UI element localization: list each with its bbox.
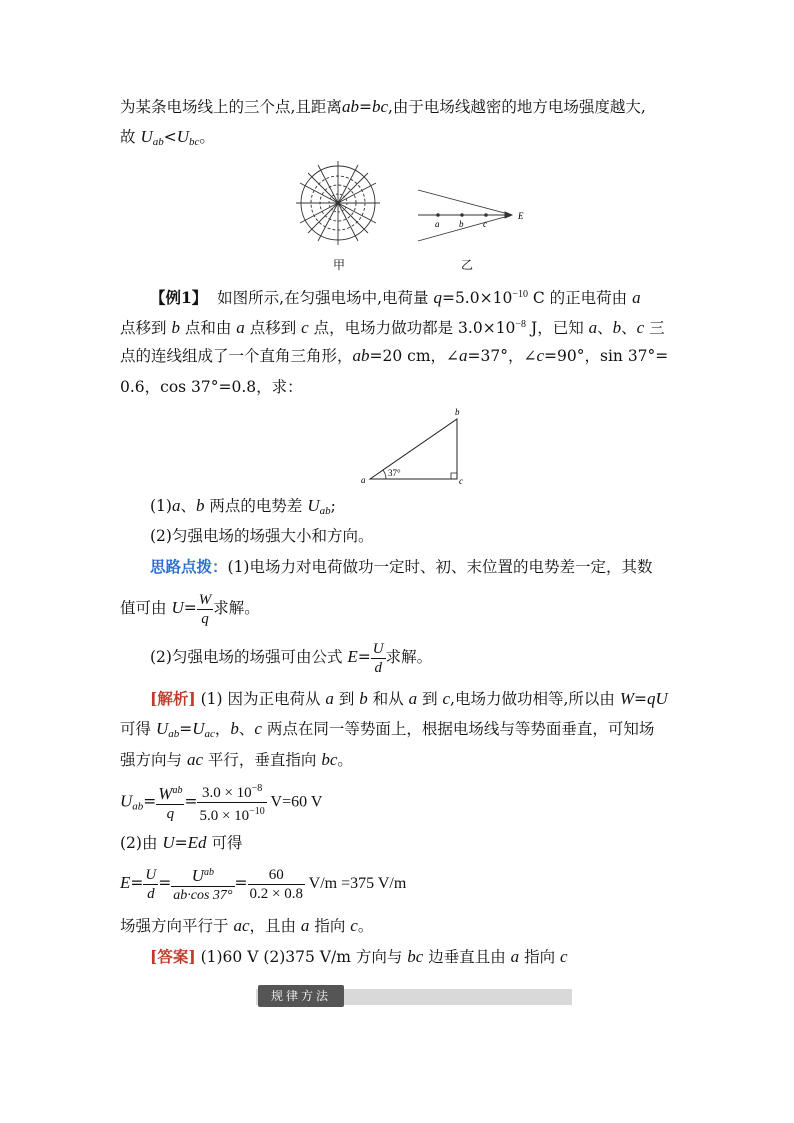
analysis-line-5: (2)由 U=Ed 可得 [120,833,243,852]
concentric-field-diagram [296,161,380,245]
question-1: (1)a、b 两点的电势差 $U_{ab}$; [150,496,336,517]
example-tag: 【例1】 [150,288,208,307]
fraction-numeric-E: $\frac{60}{0.2 \times 0.8}$ [249,866,303,902]
intro-line-1: 为某条电场线上的三个点,且距离ab=bc,由于电场线越密的地方电场强度越大, [120,97,646,116]
fraction-U-over-d-2: $\frac{U}{d}$ [145,866,157,902]
answer-label: [答案] [150,947,196,966]
example-line-3: 点的连线组成了一个直角三角形，ab=20 cm，∠a=37°，∠c=90°，sin 37°= [120,346,669,365]
figure-caption-right: 乙 [461,258,474,272]
hint-line-1: 思路点拨：(1)电场力对电荷做功一定时、初、末位置的电势差一定，其数 [150,557,653,576]
converging-field-diagram [418,190,512,241]
example-line-2: 点移到 b 点和由 a 点移到 c 点，电场力做功都是 $3.0\times 10^{-8}$ J，已知 a、b、c 三 [120,318,665,337]
example-line-4: 0.6，cos 37°=0.8，求： [120,378,303,396]
fraction-W-over-q: $\frac{W}{q}$ [198,591,212,627]
fig2-label-a: a [361,475,366,485]
fraction-Wab-over-q: $\frac{W^{ab}}{q}$ [158,784,183,822]
figure-right-triangle [358,405,468,487]
equation-E: E= $\frac{U}{d}$ = $\frac{U^{ab}}{ab\cdot\cos 37^\circ}$ = $\frac{60}{0.2 \times 0.8}$ V/m =375 V/m [120,865,407,903]
analysis-line-2: 可得 $U_{ab}=U_{ac}$，b、c 两点在同一等势面上，根据电场线与等势面垂直，可知场 [120,719,655,740]
analysis-line-3: 强方向与 ac 平行，垂直指向 bc。 [120,750,353,769]
example-line-1: 【例1】 如图所示,在匀强电场中,电荷量 $q=5.0\times 10^{-10}$ C 的正电荷由 a [150,288,641,307]
fig1-label-b: b [459,219,464,229]
answer-line: [答案] (1)60 V (2)375 V/m 方向与 bc 边垂直且由 a 指向 c [150,947,568,966]
fraction-Uab-over-abcos: $\frac{U^{ab}}{ab\cdot\cos 37^\circ}$ [173,865,233,903]
fig1-label-c: c [483,219,487,229]
hint-line-3: (2)匀强电场的场强可由公式 E= $\frac{U}{d}$ 求解。 [150,640,433,676]
analysis-line-1: [解析] (1) 因为正电荷从 a 到 b 和从 a 到 c,电场力做功相等,所以由 W=qU [150,689,668,708]
fraction-numeric-uab: $\frac{3.0 \times 10^{-8}}{5.0 \times 10^{-10}}$ [197,780,266,825]
fig1-label-a: a [435,219,440,229]
fig2-label-c: c [459,476,463,486]
fraction-U-over-d: $\frac{U}{d}$ [372,640,384,676]
analysis-label: [解析] [150,689,196,708]
figure-caption-left: 甲 [333,258,346,272]
analysis-line-7: 场强方向平行于 ac，且由 a 指向 c。 [120,916,374,935]
figure-field-lines [290,155,540,255]
question-2: (2)匀强电场的场强大小和方向。 [150,527,374,545]
hint-line-2: 值可由 U= $\frac{W}{q}$ 求解。 [120,591,260,627]
angle-label: 37° [388,468,401,478]
hint-label: 思路点拨： [150,557,228,576]
fig2-label-b: b [455,407,460,417]
fig1-label-E: E [518,211,524,221]
section-banner-title: 规律方法 [258,985,344,1007]
equation-uab: $U_{ab}=$ $\frac{W^{ab}}{q}$ = $\frac{3.0 \times 10^{-8}}{5.0 \times 10^{-10}}$ V=60 V [120,780,322,822]
intro-line-2: 故 $U_{ab}<U_{bc}$。 [120,127,215,148]
